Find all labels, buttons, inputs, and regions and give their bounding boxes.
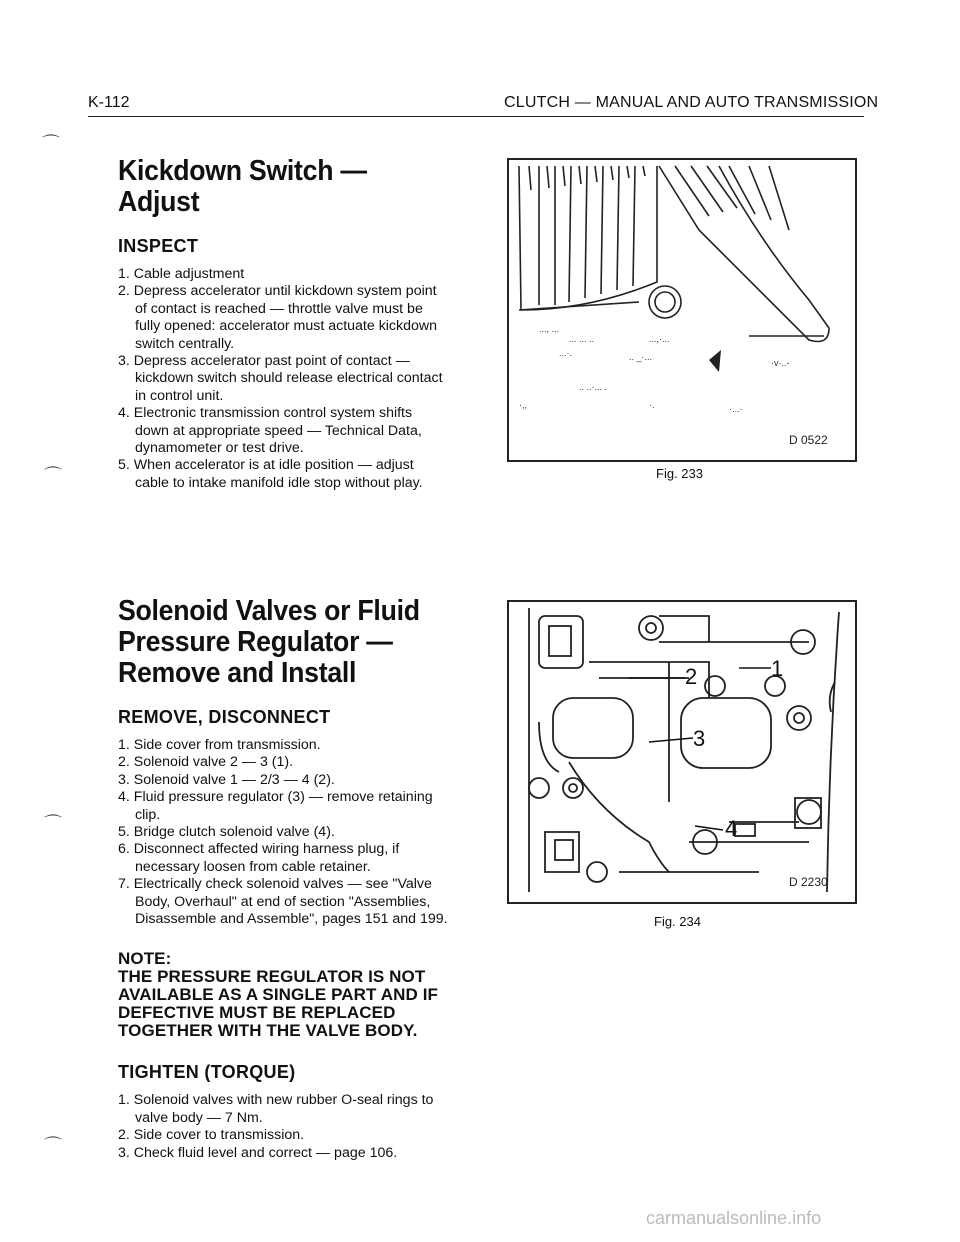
list-item: 4. Fluid pressure regulator (3) — remove retaining clip.	[118, 789, 433, 823]
list-item: 4. Electronic transmission control system shifts down at appropriate speed — Technical Data, dynamometer or test drive.	[118, 405, 422, 457]
list-item: 5. When accelerator is at idle position — adjust cable to intake manifold idle stop without play.	[118, 457, 423, 491]
remove-heading: REMOVE, DISCONNECT	[118, 707, 331, 727]
watermark: carmanualsonline.info	[646, 1208, 822, 1228]
solenoid-title-line3: Remove and Install	[118, 657, 357, 689]
kickdown-title-line1: Kickdown Switch —	[118, 155, 367, 187]
solenoid-title-line1: Solenoid Valves or Fluid	[118, 595, 420, 627]
callout-4: 4	[725, 816, 738, 841]
list-item: 1. Solenoid valves with new rubber O-seal rings to valve body — 7 Nm.	[118, 1092, 434, 1126]
callout-1: 1	[771, 656, 784, 681]
list-item: 3. Check fluid level and correct — page 106.	[118, 1144, 398, 1161]
margin-mark-icon: ⌒	[44, 466, 62, 486]
tighten-heading: TIGHTEN (TORQUE)	[118, 1062, 296, 1083]
list-item: 3. Depress accelerator past point of contact — kickdown switch should release electrical contact in control unit.	[118, 353, 443, 404]
svg-text:... ... ..: ... ... ..	[569, 334, 595, 344]
list-item: 3. Solenoid valve 1 — 2/3 — 4 (2).	[118, 771, 335, 788]
list-item: 7. Electrically check solenoid valves — see "Valve Body, Overhaul" at end of section "Assemblies, Disassemble and Assemble", pages 151 and 199.	[118, 876, 448, 928]
section-title: CLUTCH — MANUAL AND AUTO TRANSMISSION	[504, 94, 879, 111]
svg-text:...,·...: ...,·...	[649, 334, 670, 344]
remove-steps	[118, 737, 450, 928]
margin-mark-icon: ⌒	[44, 814, 62, 834]
svg-text:·v·..-: ·v·..-	[771, 358, 790, 368]
svg-text:·...·: ·...·	[729, 404, 743, 414]
callout-2: 2	[685, 664, 698, 689]
list-item: 2. Solenoid valve 2 — 3 (1).	[118, 754, 294, 771]
header-rule	[88, 116, 864, 117]
svg-text:.. ..·... .: .. ..·... .	[579, 382, 608, 392]
callout-3: 3	[693, 726, 706, 751]
inspect-heading: INSPECT	[118, 236, 199, 256]
list-item: 5. Bridge clutch solenoid valve (4).	[118, 824, 335, 841]
valve-body-illustration	[509, 602, 855, 902]
kickdown-title-line2: Adjust	[118, 186, 200, 218]
svg-text:...·.: ...·.	[559, 348, 572, 358]
note-label: NOTE:	[118, 949, 172, 969]
list-item: 2. Depress accelerator until kickdown system point of contact is reached — throttle valve must be fully opened: accelerator must actuate kickdown switch centrally.	[118, 283, 438, 352]
solenoid-section	[118, 596, 458, 1162]
list-item: 1. Cable adjustment	[118, 266, 245, 282]
svg-text:·.: ·.	[649, 400, 655, 410]
figure-233	[507, 158, 857, 462]
inspect-steps	[118, 266, 448, 492]
kickdown-section	[118, 156, 448, 492]
accelerator-pedal-illustration	[509, 160, 855, 460]
svg-text:..., ...: ..., ...	[539, 324, 560, 334]
fig233-caption: Fig. 233	[656, 466, 703, 481]
solenoid-title-line2: Pressure Regulator —	[118, 626, 393, 658]
figure-234	[507, 600, 857, 904]
list-item: 6. Disconnect affected wiring harness plug, if necessary loosen from cable retainer.	[118, 841, 400, 875]
svg-text:·,,: ·,,	[519, 400, 527, 410]
tighten-steps	[118, 1092, 450, 1162]
note-text: THE PRESSURE REGULATOR IS NOT AVAILABLE AS A SINGLE PART AND IF DEFECTIVE MUST BE REPLACED TOGETHER WITH THE VALVE BODY.	[118, 967, 438, 1041]
fig233-code: D 0522	[789, 433, 828, 447]
page-number: K-112	[88, 94, 130, 111]
svg-text:.. _·...: .. _·...	[629, 352, 653, 362]
fig234-code: D 2230	[789, 875, 828, 889]
margin-mark-icon: ⌒	[42, 134, 60, 154]
fig234-caption: Fig. 234	[654, 914, 701, 929]
margin-mark-icon: ⌒	[44, 1136, 62, 1156]
list-item: 2. Side cover to transmission.	[118, 1127, 305, 1144]
list-item: 1. Side cover from transmission.	[118, 737, 321, 753]
